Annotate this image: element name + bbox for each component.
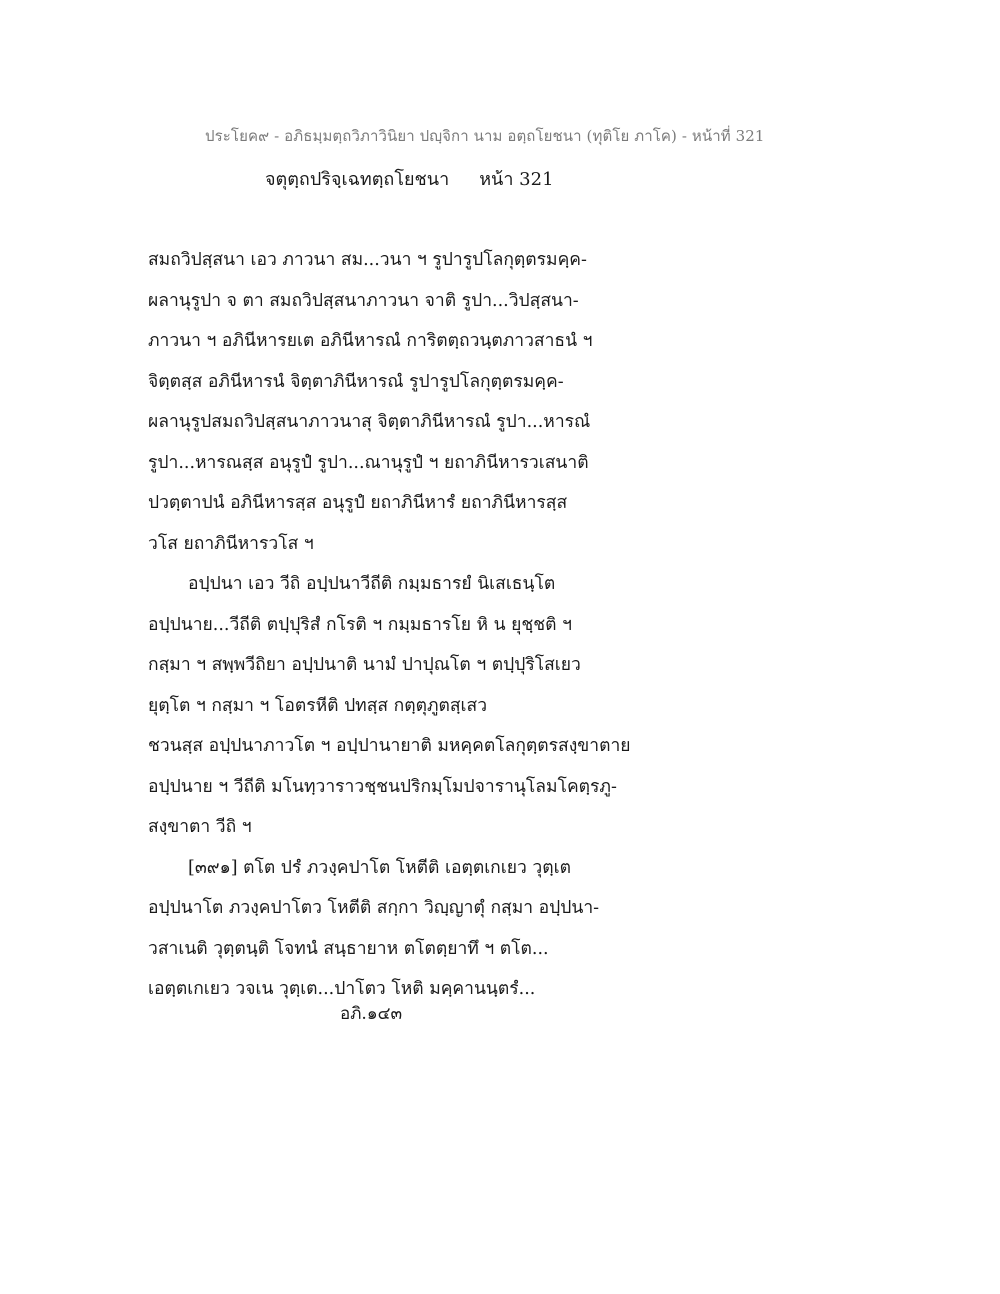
page-label: หน้า 321 xyxy=(479,169,554,190)
text-line: กสฺมา ฯ สพฺพวีถิยา อปฺปนาติ นามํ ปาปุณโต ฯ ตปฺปุริโสเยว xyxy=(148,655,581,675)
text-line: สงฺขาตา วีถิ ฯ xyxy=(148,817,252,837)
page-reference: อภิ.๑๔๓ xyxy=(340,1004,403,1024)
body-text xyxy=(148,240,888,1010)
text-line: วโส ยถาภินีหารวโส ฯ xyxy=(148,533,314,554)
text-line: จิตฺตสฺส อภินีหารนํ จิตฺตาภินีหารณํ รูปารูปโลกุตฺตรมคฺค- xyxy=(148,371,564,392)
chapter-title-text: จตุตฺถปริจฺเฉทตฺถโยชนา xyxy=(265,169,450,190)
text-line: อปฺปนา เอว วีถิ อปฺปนาวีถีติ กมฺมธารยํ นิเสเธนฺโต xyxy=(188,574,556,594)
running-head: ประโยค๙ - อภิธมฺมตฺถวิภาวินิยา ปญฺจิกา นาม อตฺถโยชนา (ทุติโย ภาโค) - หน้าที่ 321 xyxy=(205,127,765,145)
text-line: [๓๙๑] ตโต ปรํ ภวงฺคปาโต โหตีติ เอตฺตเกเยว วุตฺเต xyxy=(188,857,571,878)
text-line: ผลานุรูปสมถวิปสฺสนาภาวนาสุ จิตฺตาภินีหารณํ รูปา...หารณํ xyxy=(148,412,591,432)
text-line: รูปา...หารณสฺส อนุรูปํ รูปา...ณานุรูปํ ฯ ยถาภินีหารวเสนาติ xyxy=(148,452,589,473)
text-line: ปวตฺตาปนํ อภินีหารสฺส อนุรูปํ ยถาภินีหารํ ยถาภินีหารสฺส xyxy=(148,493,568,513)
chapter-title xyxy=(265,164,554,193)
text-line: เอตฺตเกเยว วจเน วุตฺเต...ปาโตว โหติ มคฺคานนฺตรํ... xyxy=(148,979,536,999)
text-line: ผลานุรูปา จ ตา สมถวิปสฺสนาภาวนา จาติ รูปา...วิปสฺสนา- xyxy=(148,290,579,311)
text-line: อปฺปนาโต ภวงฺคปาโตว โหตีติ สกฺกา วิญฺญาตุํ กสฺมา อปฺปนา- xyxy=(148,898,600,918)
text-line: อปฺปนาย...วีถีติ ตปฺปุริสํ กโรติ ฯ กมฺมธารโย หิ น ยุชฺชติ ฯ xyxy=(148,614,572,635)
text-line: ยุตฺโต ฯ กสฺมา ฯ โอตรหีติ ปทสฺส กตฺตุภูตสฺเสว xyxy=(148,695,488,716)
text-line: ภาวนา ฯ อภินีหารยเต อภินีหารณํ การิตตฺถวนฺตภาวสาธนํ ฯ xyxy=(148,331,593,351)
text-line: วสาเนติ วุตฺตนฺติ โจทนํ สนฺธายาห ตโตตฺยาทึ ฯ ตโต... xyxy=(148,938,549,959)
text-line: ชวนสฺส อปฺปนาภาวโต ฯ อปฺปานายาติ มหคฺคตโลกุตฺตรสงฺขาตาย xyxy=(148,736,631,756)
text-line: อปฺปนาย ฯ วีถีติ มโนทฺวาราวชฺชนปริกมฺโมปจารานุโลมโคตฺรภู- xyxy=(148,776,617,797)
text-line: สมถวิปสฺสนา เอว ภาวนา สม...วนา ฯ รูปารูปโลกุตฺตรมคฺค- xyxy=(148,250,587,270)
